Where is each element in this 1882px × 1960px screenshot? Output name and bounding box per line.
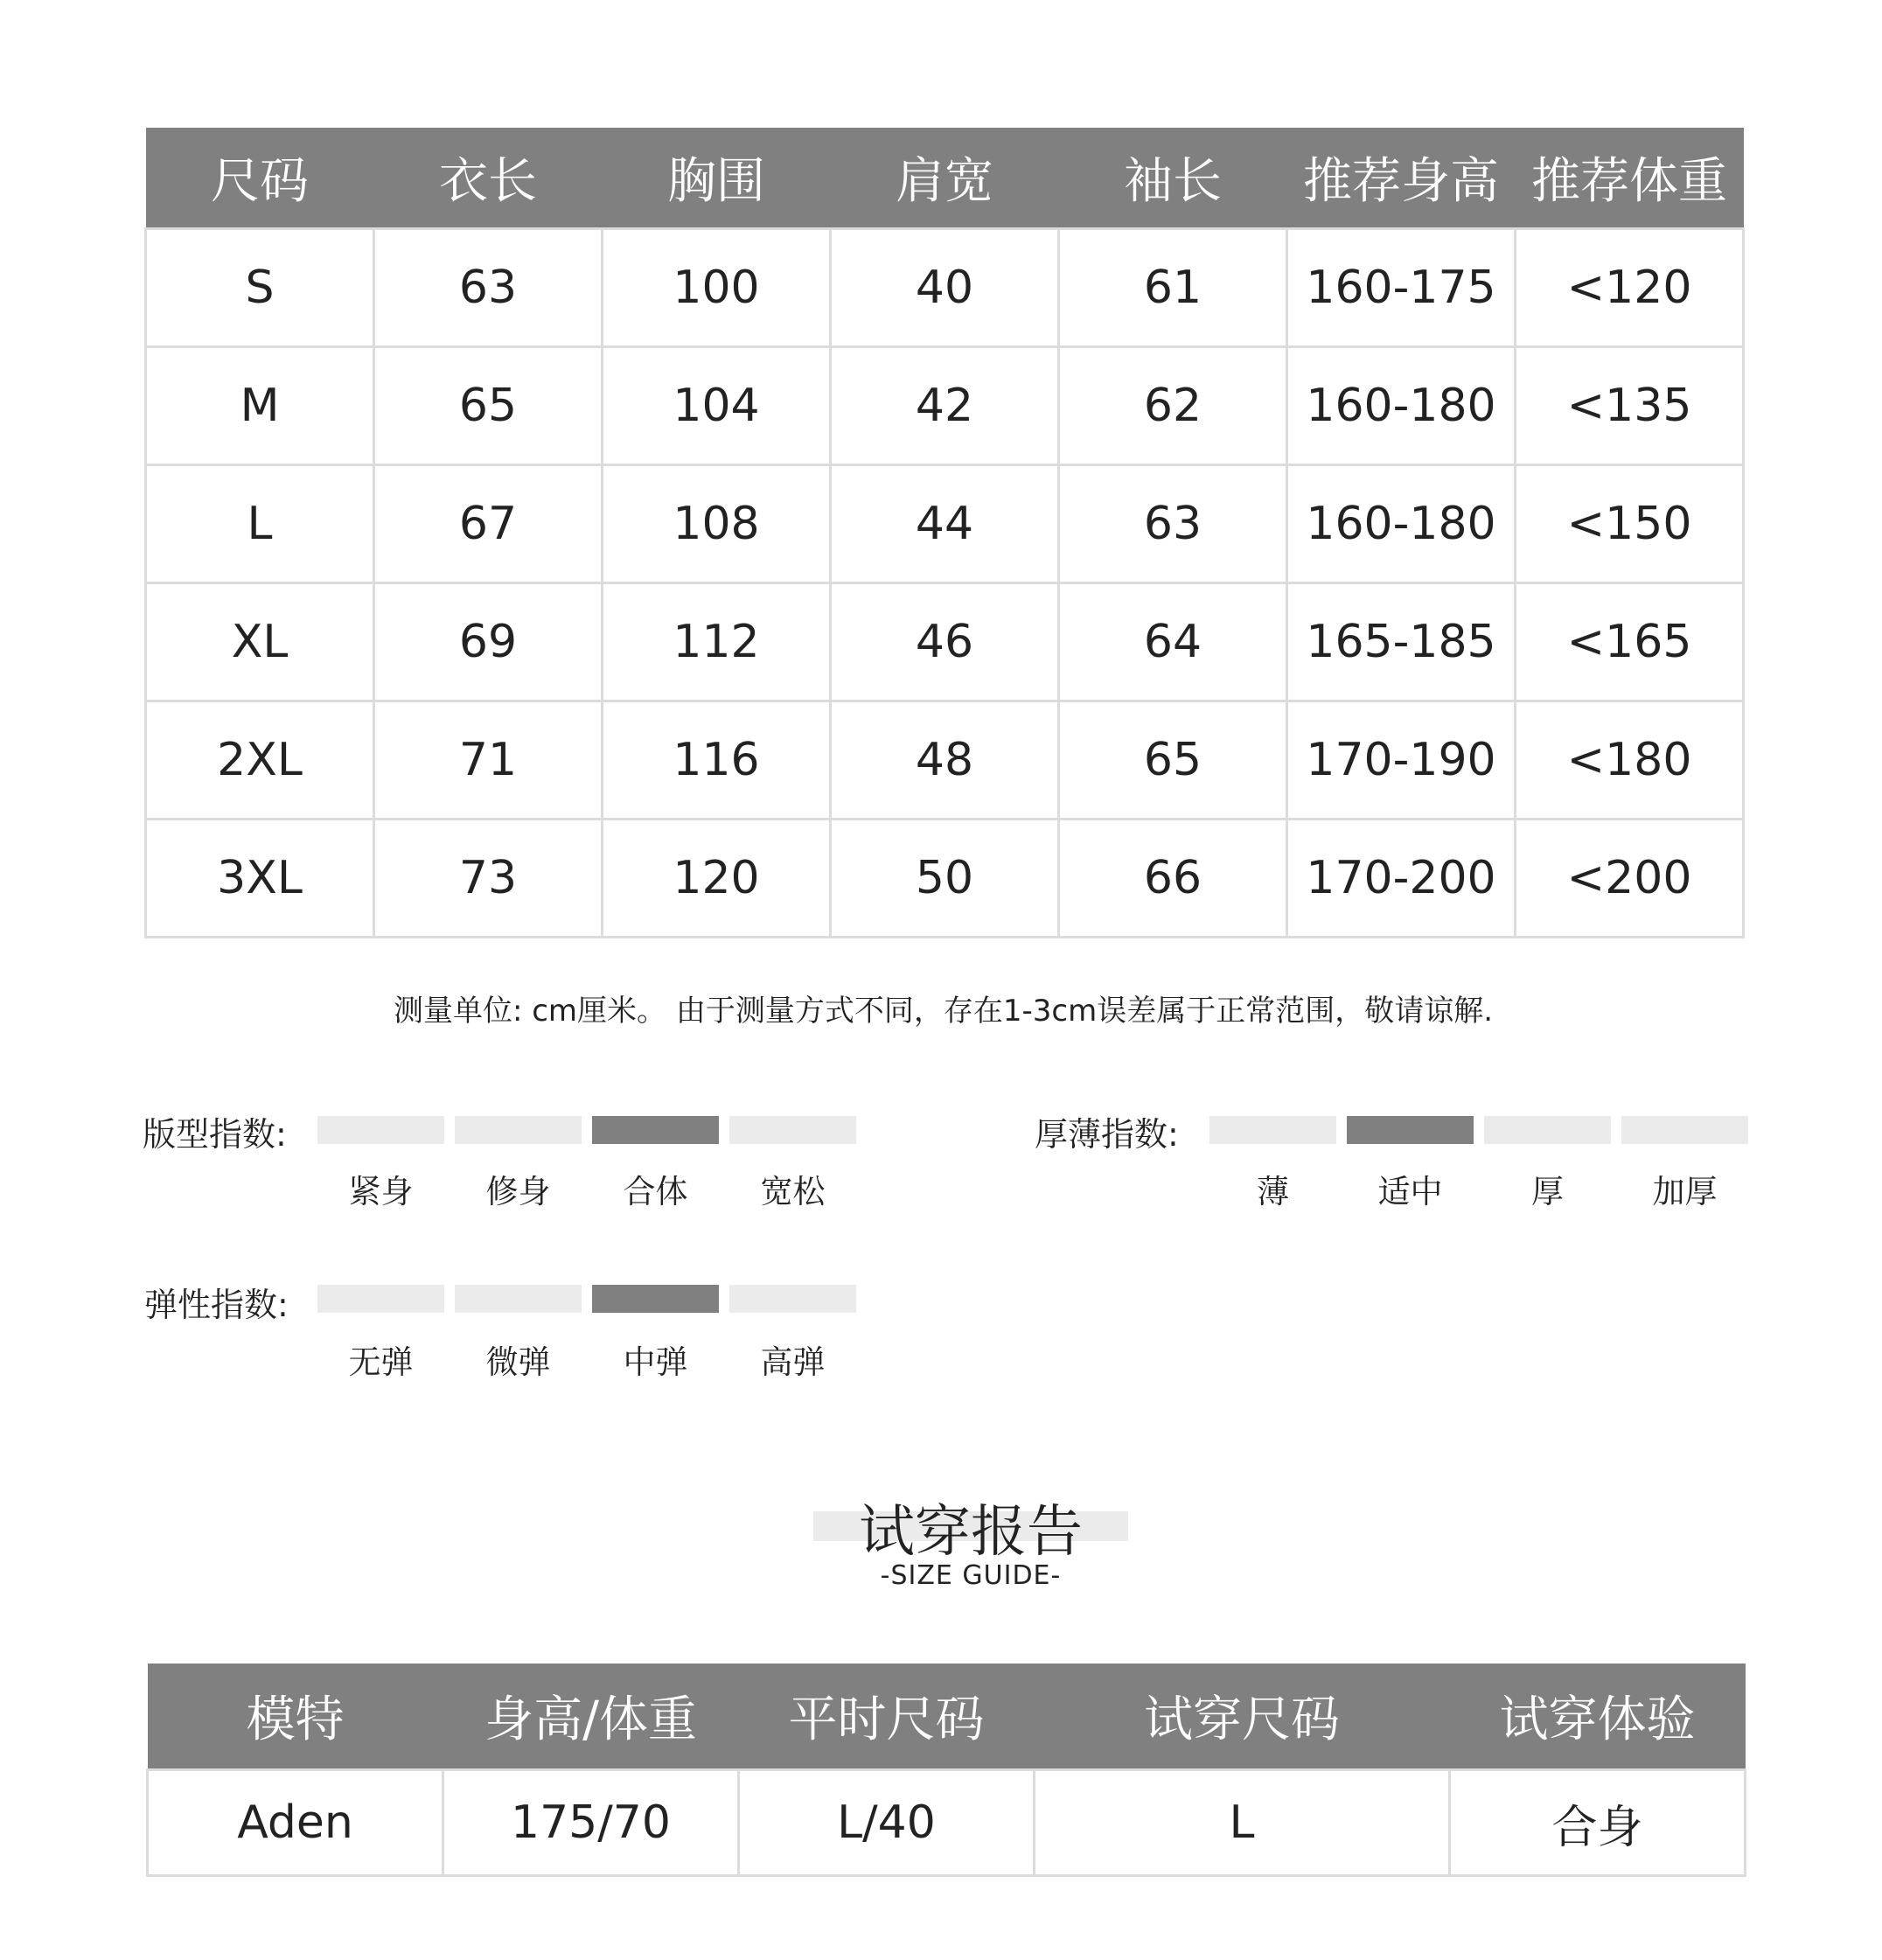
fit-bar-slim [455,1116,582,1144]
elasticity-bar-high [729,1285,856,1313]
elasticity-option: 无弹 [348,1343,414,1381]
table-cell: 170-190 [1287,701,1516,820]
fit-index-options [317,1165,856,1212]
thickness-option: 加厚 [1652,1173,1718,1210]
table-cell: 50 [831,820,1059,938]
elasticity-option: 中弹 [623,1343,688,1381]
table-cell: <135 [1516,347,1744,465]
header-tried-size: 试穿尺码 [1035,1664,1450,1770]
table-cell: 116 [603,701,831,820]
table-row [146,465,1744,583]
tryon-heading [813,1487,1128,1601]
thickness-option: 薄 [1257,1173,1289,1210]
table-row [146,229,1744,347]
table-cell: 73 [374,820,603,938]
fit-bar-tight [317,1116,444,1144]
header-model: 模特 [148,1664,443,1770]
header-height-weight: 身高/体重 [443,1664,739,1770]
table-cell: 61 [1059,229,1287,347]
table-cell: 160-180 [1287,465,1516,583]
header-chest: 胸围 [603,128,831,229]
thickness-bar-medium [1347,1116,1474,1144]
elasticity-index-bars [317,1285,856,1313]
header-sleeve: 袖长 [1059,128,1287,229]
table-cell: 104 [603,347,831,465]
fit-option: 修身 [485,1173,551,1210]
table-cell: <165 [1516,583,1744,701]
thickness-option: 适中 [1377,1173,1443,1210]
table-cell: 48 [831,701,1059,820]
table-cell: S [146,229,374,347]
table-cell: 40 [831,229,1059,347]
table-cell: XL [146,583,374,701]
table-cell: 100 [603,229,831,347]
table-row [146,347,1744,465]
table-row [148,1770,1746,1876]
table-cell: 71 [374,701,603,820]
table-cell: 69 [374,583,603,701]
thickness-bar-thin [1209,1116,1336,1144]
table-cell: 160-180 [1287,347,1516,465]
table-cell: 2XL [146,701,374,820]
thickness-index [1035,1107,1760,1221]
table-cell: 44 [831,465,1059,583]
elasticity-index-options [317,1336,856,1383]
table-row [146,820,1744,938]
table-cell: L [1035,1770,1450,1876]
table-cell: <180 [1516,701,1744,820]
table-row [146,701,1744,820]
table-cell: 170-200 [1287,820,1516,938]
model-table [146,1664,1746,1877]
fit-bar-loose [729,1116,856,1144]
header-size: 尺码 [146,128,374,229]
table-cell: 66 [1059,820,1287,938]
table-cell: 175/70 [443,1770,739,1876]
elasticity-index [144,1278,870,1392]
table-cell: <150 [1516,465,1744,583]
elasticity-bar-medium [592,1285,719,1313]
elasticity-bar-none [317,1285,444,1313]
table-cell: 160-175 [1287,229,1516,347]
fit-option: 宽松 [760,1173,826,1210]
header-shoulder: 肩宽 [831,128,1059,229]
thickness-index-label: 厚薄指数: [1035,1115,1179,1154]
fit-option: 紧身 [348,1173,414,1210]
thickness-index-bars [1209,1116,1748,1144]
table-cell: L [146,465,374,583]
fit-option: 合体 [623,1173,688,1210]
table-cell: <200 [1516,820,1744,938]
elasticity-option: 微弹 [485,1343,551,1381]
header-length: 衣长 [374,128,603,229]
table-cell: <120 [1516,229,1744,347]
thickness-bar-extra-thick [1621,1116,1748,1144]
tryon-title: 试穿报告 [859,1500,1083,1565]
header-usual-size: 平时尺码 [739,1664,1035,1770]
size-table-header-row [146,128,1744,229]
table-cell: 65 [374,347,603,465]
elasticity-bar-slight [455,1285,582,1313]
table-cell: L/40 [739,1770,1035,1876]
table-cell: 65 [1059,701,1287,820]
fit-bar-regular [592,1116,719,1144]
table-cell: 3XL [146,820,374,938]
header-height: 推荐身高 [1287,128,1516,229]
tryon-subtitle: -SIZE GUIDE- [880,1560,1062,1591]
header-weight: 推荐体重 [1516,128,1744,229]
measurement-note: 测量单位: cm厘米。 由于测量方式不同，存在1-3cm误差属于正常范围，敬请谅解. [393,994,1494,1029]
fit-index-bars [317,1116,856,1144]
fit-index [143,1107,868,1221]
model-table-header-row [148,1664,1746,1770]
table-cell: Aden [148,1770,443,1876]
elasticity-index-label: 弹性指数: [144,1286,289,1324]
table-cell: M [146,347,374,465]
table-cell: 合身 [1450,1770,1746,1876]
thickness-bar-thick [1484,1116,1611,1144]
table-cell: 42 [831,347,1059,465]
table-cell: 46 [831,583,1059,701]
table-cell: 120 [603,820,831,938]
thickness-option: 厚 [1531,1173,1564,1210]
thickness-index-options [1209,1165,1748,1212]
table-row [146,583,1744,701]
table-cell: 112 [603,583,831,701]
table-cell: 64 [1059,583,1287,701]
fit-index-label: 版型指数: [143,1115,287,1154]
table-cell: 165-185 [1287,583,1516,701]
size-table [144,128,1745,938]
header-experience: 试穿体验 [1450,1664,1746,1770]
table-cell: 108 [603,465,831,583]
table-cell: 63 [374,229,603,347]
table-cell: 63 [1059,465,1287,583]
elasticity-option: 高弹 [760,1343,826,1381]
table-cell: 62 [1059,347,1287,465]
table-cell: 67 [374,465,603,583]
